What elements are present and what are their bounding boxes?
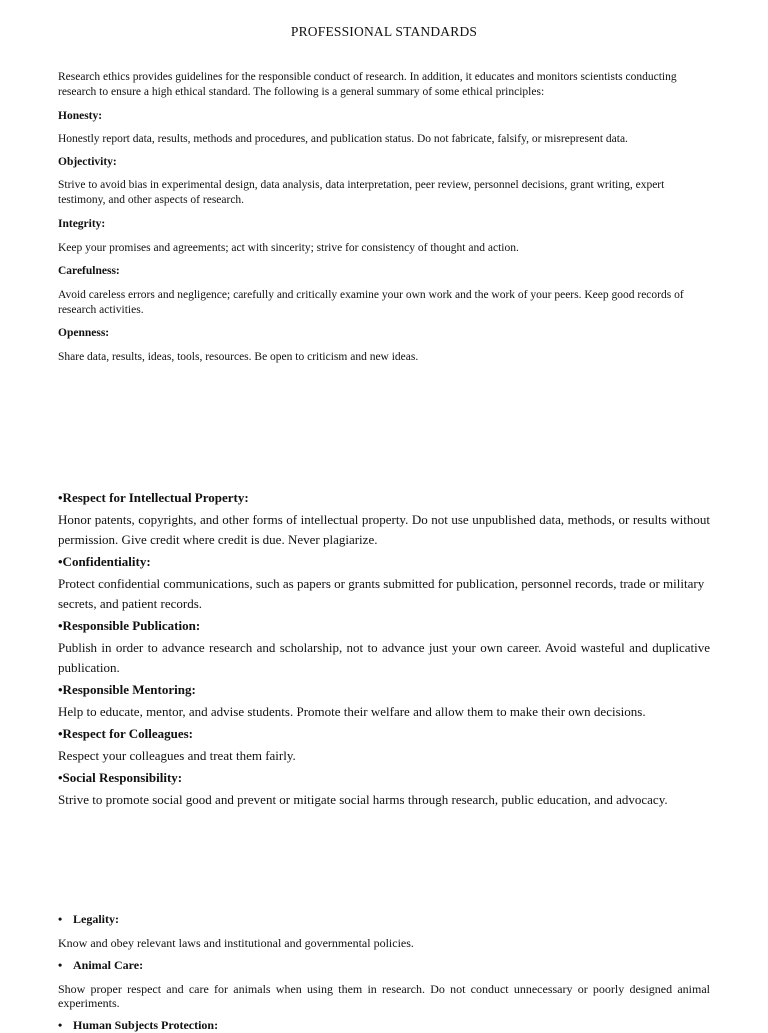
openness-heading: Openness: bbox=[58, 327, 110, 339]
objectivity-heading: Objectivity: bbox=[58, 156, 117, 168]
legality-text: Know and obey relevant laws and institutional and governmental policies. bbox=[58, 936, 414, 950]
integrity-text: Keep your promises and agreements; act with sincerity; strive for consistency of thought and action. bbox=[58, 242, 519, 254]
honesty-heading: Honesty: bbox=[58, 110, 103, 122]
objectivity-text: Strive to avoid bias in experimental design, data analysis, data interpretation, peer review, personnel decisions, grant writing, expert testimony, and other aspects of research. bbox=[58, 179, 665, 206]
responsible-publication-text: Publish in order to advance research and scholarship, not to advance just your own career. Avoid wasteful and duplicative publication. bbox=[58, 640, 710, 675]
carefulness-text: Avoid careless errors and negligence; carefully and critically examine your own work and the work of your peers. Keep good records of research activities. bbox=[58, 289, 684, 316]
animal-care-text: Show proper respect and care for animals when using them in research. Do not conduct unnecessary or poorly designed animal experiments. bbox=[58, 982, 710, 1010]
animal-care-heading bbox=[58, 958, 710, 973]
animal-care-heading-label: Animal Care: bbox=[73, 958, 144, 972]
confidentiality-text: Protect confidential communications, such as papers or grants submitted for publication, personnel records, trade or military secrets, and patient records. bbox=[58, 576, 705, 611]
confidentiality-heading: •Confidentiality: bbox=[58, 554, 151, 569]
legality-heading bbox=[58, 912, 710, 927]
bullet: • bbox=[58, 912, 63, 926]
openness-text: Share data, results, ideas, tools, resources. Be open to criticism and new ideas. bbox=[58, 351, 419, 363]
human-subjects-heading bbox=[58, 1018, 710, 1033]
responsible-publication-heading: •Responsible Publication: bbox=[58, 618, 201, 633]
social-responsibility-text: Strive to promote social good and prevent or mitigate social harms through research, public education, and advocacy. bbox=[58, 792, 668, 807]
responsible-mentoring-heading: •Responsible Mentoring: bbox=[58, 682, 196, 697]
bullet: • bbox=[58, 958, 63, 972]
document-title: PROFESSIONAL STANDARDS bbox=[290, 24, 478, 39]
social-responsibility-heading: •Social Responsibility: bbox=[58, 770, 183, 785]
integrity-heading: Integrity: bbox=[58, 218, 106, 230]
respect-colleagues-text: Respect your colleagues and treat them fairly. bbox=[58, 748, 296, 763]
intellectual-property-heading: •Respect for Intellectual Property: bbox=[58, 490, 249, 505]
honesty-text: Honestly report data, results, methods and procedures, and publication status. Do not fabricate, falsify, or misrepresent data. bbox=[58, 133, 628, 145]
responsible-mentoring-text: Help to educate, mentor, and advise students. Promote their welfare and allow them to make their own decisions. bbox=[58, 704, 646, 719]
intro-paragraph: Research ethics provides guidelines for the responsible conduct of research. In addition, it educates and monitors scientists conducting research to ensure a high ethical standard. The following is a general summary of some ethical principles: bbox=[58, 71, 677, 98]
bullet: • bbox=[58, 1018, 63, 1032]
intellectual-property-text: Honor patents, copyrights, and other forms of intellectual property. Do not use unpublished data, methods, or results without permission. Give credit where credit is due. Never plagiarize. bbox=[58, 512, 710, 547]
carefulness-heading: Carefulness: bbox=[58, 265, 120, 277]
legality-heading-label: Legality: bbox=[73, 912, 119, 926]
human-subjects-heading-label: Human Subjects Protection: bbox=[73, 1018, 219, 1032]
respect-colleagues-heading: •Respect for Colleagues: bbox=[58, 726, 194, 741]
